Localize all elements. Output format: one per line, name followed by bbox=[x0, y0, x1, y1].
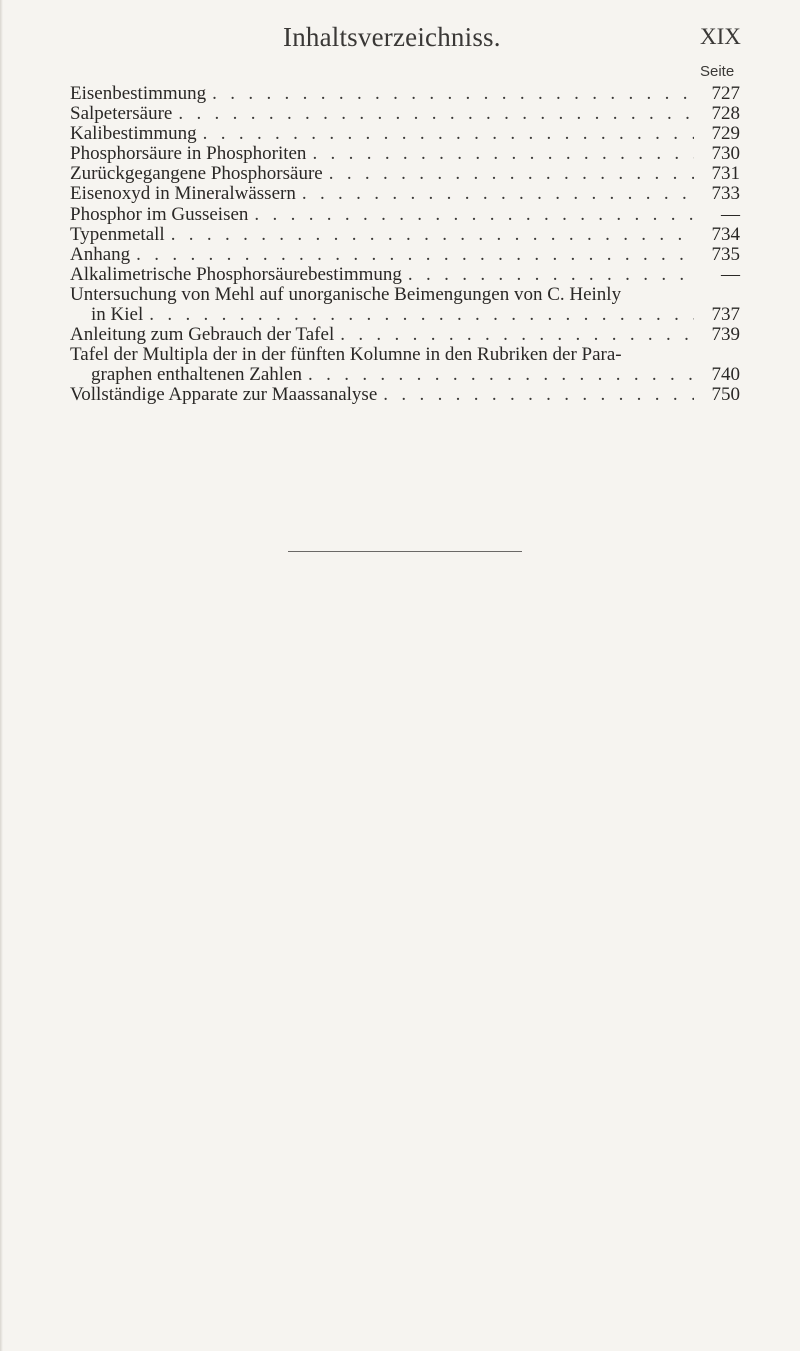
toc-entry-title: Typenmetall bbox=[70, 223, 165, 245]
dot-leader bbox=[203, 124, 694, 144]
toc-entry[interactable] bbox=[70, 184, 740, 204]
toc-entry-page: 734 bbox=[711, 223, 740, 245]
dot-leader bbox=[171, 225, 694, 245]
toc-entry-title: Phosphorsäure in Phosphoriten bbox=[70, 143, 307, 165]
toc-entry[interactable] bbox=[70, 245, 740, 265]
toc-entry-page: 737 bbox=[711, 304, 740, 326]
toc-entry-title: Alkalimetrische Phosphorsäurebestimmung bbox=[70, 263, 402, 285]
toc-entry-title: Eisenbestimmung bbox=[70, 83, 207, 104]
dot-leader bbox=[212, 84, 694, 104]
toc-entry[interactable] bbox=[70, 84, 740, 104]
toc-entry-page: 729 bbox=[711, 123, 740, 145]
dot-leader bbox=[254, 205, 694, 225]
toc-entry[interactable] bbox=[70, 144, 740, 164]
dot-leader bbox=[408, 265, 694, 285]
toc-entry-title: Phosphor im Gusseisen bbox=[70, 203, 249, 225]
dot-leader bbox=[136, 245, 694, 265]
toc-entry-page: 740 bbox=[711, 364, 740, 386]
toc-entry[interactable] bbox=[70, 124, 740, 144]
toc-entry[interactable] bbox=[70, 325, 740, 345]
toc-entry[interactable] bbox=[70, 225, 740, 245]
page-spine-edge bbox=[0, 0, 3, 1351]
toc-entry-title: Salpetersäure bbox=[70, 103, 173, 125]
toc-entry-page: 731 bbox=[711, 163, 740, 185]
dot-leader bbox=[302, 184, 694, 204]
toc-entry[interactable] bbox=[70, 345, 740, 385]
table-of-contents bbox=[70, 84, 740, 406]
toc-entry-page: 730 bbox=[711, 143, 740, 165]
dot-leader bbox=[149, 305, 694, 325]
toc-entry-page: 735 bbox=[711, 243, 740, 265]
toc-entry-page: — bbox=[721, 203, 740, 225]
toc-entry-title: Tafel der Multipla der in der fünften Kolumne in den Rubriken der Para- bbox=[70, 344, 622, 366]
dot-leader bbox=[340, 325, 694, 345]
toc-entry-title: Untersuchung von Mehl auf unorganische Beimengungen von C. Heinly bbox=[70, 283, 622, 305]
toc-entry-page: 750 bbox=[711, 384, 740, 406]
dot-leader bbox=[312, 144, 694, 164]
dot-leader bbox=[178, 104, 694, 124]
toc-entry[interactable] bbox=[70, 164, 740, 184]
toc-entry-title: Zurückgegangene Phosphorsäure bbox=[70, 163, 323, 185]
dot-leader bbox=[383, 385, 694, 405]
dot-leader bbox=[329, 164, 694, 184]
section-divider-rule bbox=[288, 551, 522, 552]
toc-entry[interactable] bbox=[70, 265, 740, 285]
page-header bbox=[0, 22, 800, 56]
page-column-label: Seite bbox=[700, 63, 735, 80]
toc-entry-title-continuation: in Kiel bbox=[91, 304, 144, 326]
toc-entry-page: — bbox=[721, 263, 740, 285]
running-title: Inhaltsverzeichniss. bbox=[283, 22, 501, 52]
toc-entry[interactable] bbox=[70, 385, 740, 405]
toc-entry-page: 733 bbox=[711, 183, 740, 205]
toc-entry-title: Eisenoxyd in Mineralwässern bbox=[70, 183, 296, 205]
toc-entry[interactable] bbox=[70, 285, 740, 325]
toc-entry-title: Anleitung zum Gebrauch der Tafel bbox=[70, 324, 335, 346]
dot-leader bbox=[308, 365, 694, 385]
page-number: XIX bbox=[700, 24, 741, 49]
toc-entry-title: Vollständige Apparate zur Maassanalyse bbox=[70, 384, 378, 406]
toc-entry[interactable] bbox=[70, 104, 740, 124]
toc-entry-title: Kalibestimmung bbox=[70, 123, 197, 145]
toc-entry-page: 727 bbox=[711, 83, 740, 104]
toc-entry[interactable] bbox=[70, 205, 740, 225]
toc-entry-title-continuation: graphen enthaltenen Zahlen bbox=[91, 364, 303, 386]
toc-entry-title: Anhang bbox=[70, 243, 131, 265]
toc-entry-page: 739 bbox=[711, 324, 740, 346]
toc-entry-page: 728 bbox=[711, 103, 740, 125]
